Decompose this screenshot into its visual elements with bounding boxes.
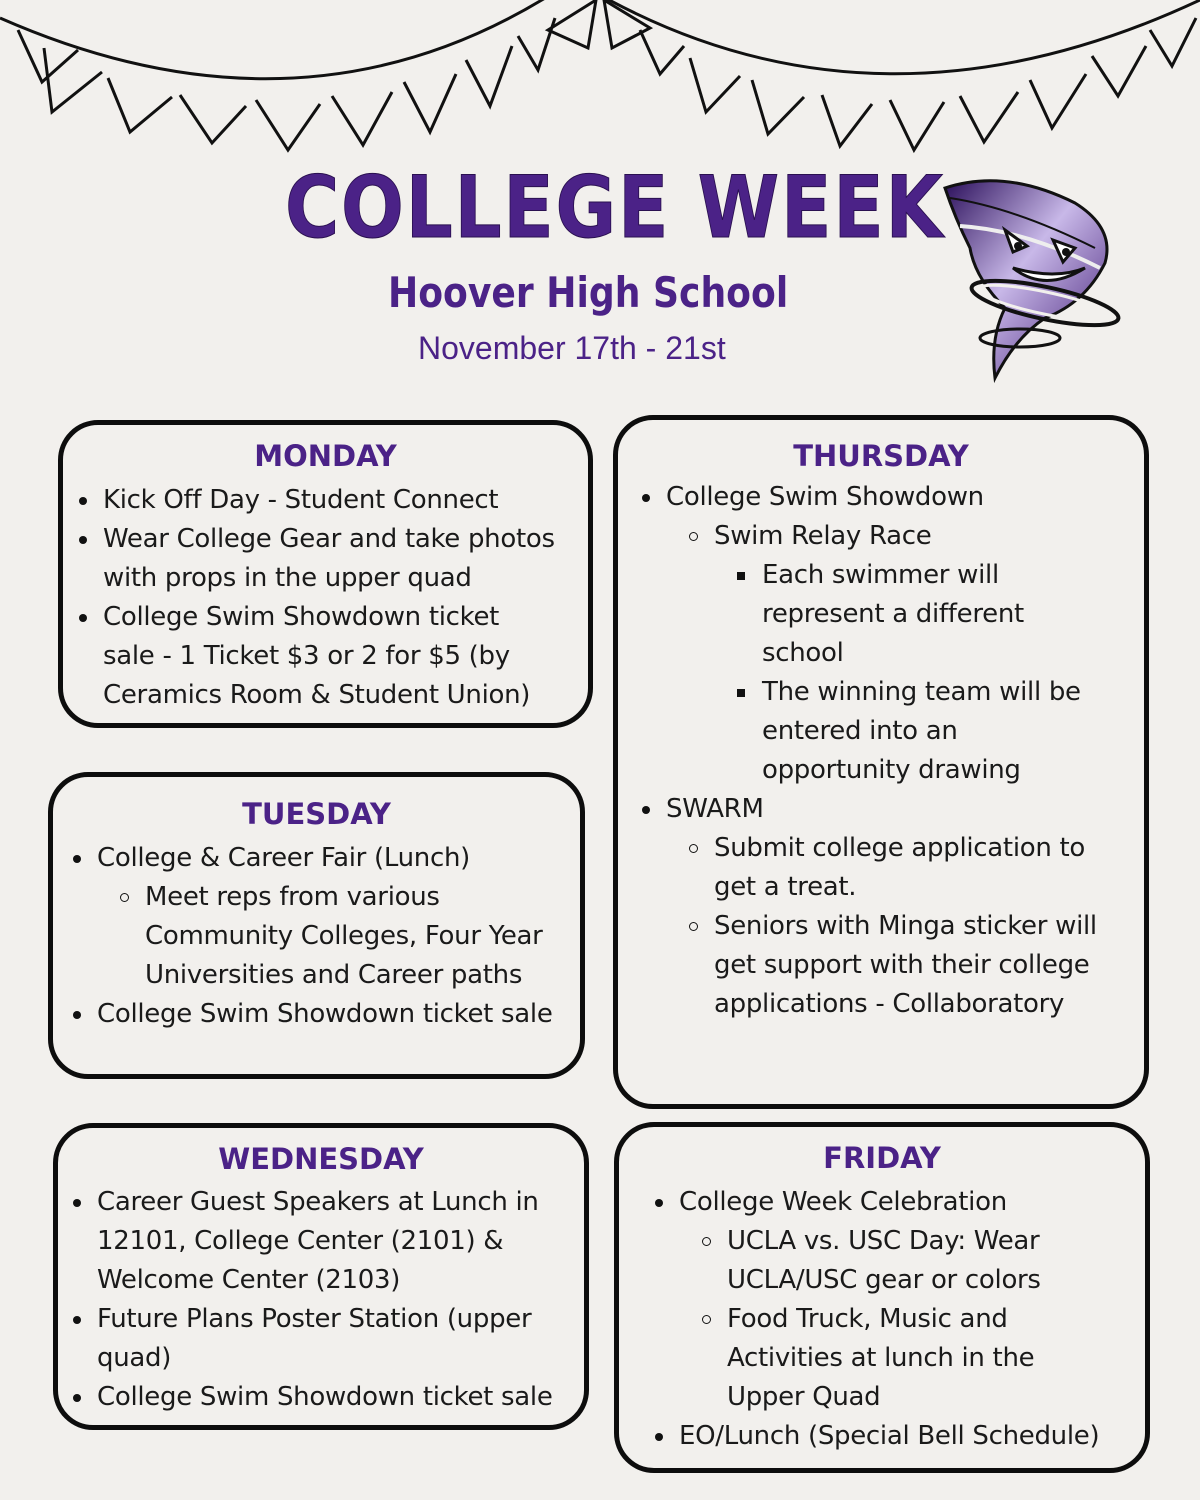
wednesday-card	[53, 1123, 589, 1430]
monday-item-cont: with props in the upper quad	[103, 563, 472, 593]
thursday-subsubitem: The winning team will be	[762, 673, 1081, 712]
wednesday-item: Future Plans Poster Station (upper	[97, 1300, 531, 1339]
thursday-subsubitem-cont: opportunity drawing	[762, 755, 1021, 785]
wednesday-item-cont: Welcome Center (2103)	[97, 1265, 401, 1295]
thursday-subsubitem-cont: represent a different	[762, 599, 1024, 629]
tuesday-item: College & Career Fair (Lunch)	[97, 839, 470, 878]
wednesday-item-cont: quad)	[97, 1343, 172, 1373]
bunting-decoration	[0, 0, 1200, 160]
tuesday-subitem-cont: Community Colleges, Four Year	[145, 921, 543, 951]
thursday-subsubitem-cont: entered into an	[762, 716, 958, 746]
monday-card	[58, 420, 593, 728]
friday-subitem: Food Truck, Music and	[727, 1300, 1008, 1339]
wednesday-item: Career Guest Speakers at Lunch in	[97, 1183, 539, 1222]
monday-item: Wear College Gear and take photos	[103, 520, 555, 559]
thursday-subitem: Submit college application to	[714, 829, 1085, 868]
wednesday-item: College Swim Showdown ticket sale	[97, 1378, 553, 1417]
monday-item: Kick Off Day - Student Connect	[103, 481, 498, 520]
friday-card	[614, 1122, 1150, 1473]
tuesday-item: College Swim Showdown ticket sale	[97, 995, 553, 1034]
tornado-mascot-icon	[935, 168, 1125, 383]
wednesday-item-cont: 12101, College Center (2101) &	[97, 1226, 504, 1256]
thursday-title: THURSDAY	[793, 439, 969, 473]
thursday-item: SWARM	[666, 790, 764, 829]
thursday-subitem-cont: applications - Collaboratory	[714, 989, 1065, 1019]
thursday-subitem-cont: get a treat.	[714, 872, 857, 902]
friday-subitem-cont: Activities at lunch in the	[727, 1343, 1035, 1373]
monday-item-cont: sale - 1 Ticket $3 or 2 for $5 (by	[103, 641, 510, 671]
friday-subitem-cont: Upper Quad	[727, 1382, 881, 1412]
thursday-item: College Swim Showdown	[666, 478, 984, 517]
event-dates: November 17th - 21st	[418, 330, 726, 366]
friday-subitem: UCLA vs. USC Day: Wear	[727, 1222, 1039, 1261]
thursday-subitem: Seniors with Minga sticker will	[714, 907, 1097, 946]
tuesday-card	[48, 772, 585, 1079]
monday-title: MONDAY	[254, 439, 397, 473]
friday-title: FRIDAY	[823, 1141, 941, 1175]
thursday-subsubitem-cont: school	[762, 638, 844, 668]
tuesday-subitem-cont: Universities and Career paths	[145, 960, 523, 990]
school-name: Hoover High School	[388, 268, 789, 317]
thursday-subsubitem: Each swimmer will	[762, 556, 999, 595]
thursday-card	[613, 415, 1149, 1109]
friday-subitem-cont: UCLA/USC gear or colors	[727, 1265, 1041, 1295]
wednesday-title: WEDNESDAY	[218, 1142, 424, 1176]
tuesday-title: TUESDAY	[242, 797, 391, 831]
monday-item: College Swim Showdown ticket	[103, 598, 499, 637]
page-title: COLLEGE WEEK	[285, 158, 945, 258]
friday-item: College Week Celebration	[679, 1183, 1007, 1222]
friday-item: EO/Lunch (Special Bell Schedule)	[679, 1417, 1099, 1456]
thursday-subitem: Swim Relay Race	[714, 517, 932, 556]
tuesday-subitem: Meet reps from various	[145, 878, 440, 917]
monday-item-cont: Ceramics Room & Student Union)	[103, 680, 531, 710]
thursday-subitem-cont: get support with their college	[714, 950, 1090, 980]
